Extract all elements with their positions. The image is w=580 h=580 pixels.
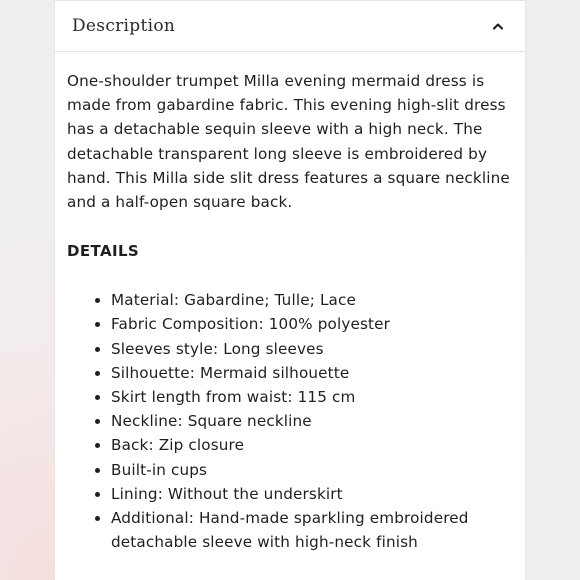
list-item: • Silhouette: Mermaid silhouette bbox=[111, 361, 513, 385]
list-item: • Material: Gabardine; Tulle; Lace bbox=[111, 288, 513, 312]
accordion-title: Description bbox=[72, 16, 176, 36]
accordion-content bbox=[55, 52, 525, 554]
list-item: • Additional: Hand-made sparkling embroidered detachable sleeve with high-neck finish bbox=[111, 506, 513, 554]
details-list bbox=[67, 288, 513, 554]
chevron-up-icon[interactable] bbox=[491, 19, 505, 33]
list-item: • Skirt length from waist: 115 cm bbox=[111, 385, 513, 409]
list-item: • Built-in cups bbox=[111, 458, 513, 482]
details-heading: DETAILS bbox=[67, 242, 140, 261]
description-panel bbox=[54, 0, 526, 580]
list-item: • Fabric Composition: 100% polyester bbox=[111, 312, 513, 336]
product-description: One-shoulder trumpet Milla evening mermaid dress is made from gabardine fabric. This evening high-slit dress has a detachable sequin sleeve with a high neck. The detachable transparent long sleeve is embroidered by hand. This Milla side slit dress features a square neckline and a half-open square back. bbox=[67, 72, 510, 212]
list-item: • Sleeves style: Long sleeves bbox=[111, 337, 513, 361]
description-accordion-header[interactable] bbox=[55, 0, 525, 52]
list-item: • Back: Zip closure bbox=[111, 433, 513, 457]
list-item: • Neckline: Square neckline bbox=[111, 409, 513, 433]
list-item: • Lining: Without the underskirt bbox=[111, 482, 513, 506]
